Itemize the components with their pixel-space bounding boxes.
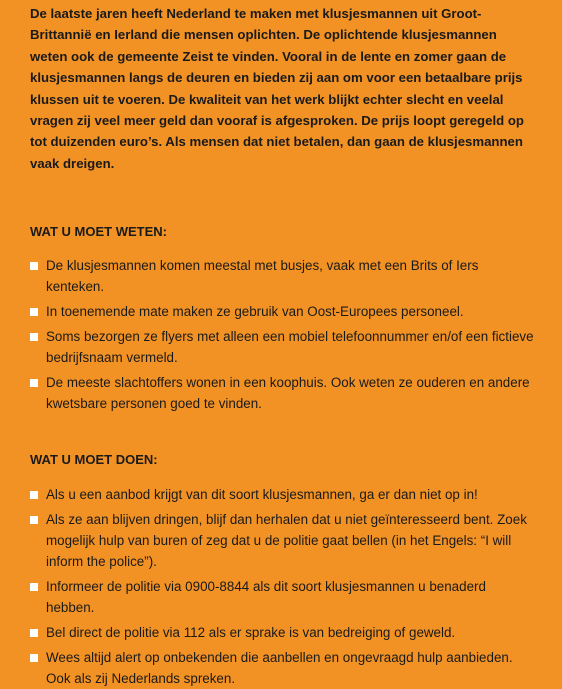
list-item	[30, 372, 536, 414]
square-bullet-icon	[30, 654, 38, 662]
list-item	[30, 255, 536, 297]
intro-paragraph: De laatste jaren heeft Nederland te maken met klusjesmannen uit Groot-Brittannië en Ierland die mensen oplichten. De oplichtende klusjesmannen weten ook de gemeente Zeist te vinden. Vooral in de lente en zomer gaan de klusjesmannen langs de deuren en bieden zij aan om voor een betaalbare prijs klussen uit te voeren. De kwaliteit van het werk blijkt echter slecht en veelal vragen zij veel meer geld dan vooraf is afgesproken. De prijs loopt geregeld op tot duizenden euro’s. Als mensen dat niet betalen, dan gaan de klusjesmannen vaak dreigen.	[30, 6, 524, 171]
weten-heading: WAT U MOET WETEN:	[30, 224, 167, 240]
list-item	[30, 647, 536, 689]
list-item-text: Als u een aanbod krijgt van dit soort klusjesmannen, ga er dan niet op in!	[46, 487, 478, 503]
list-item	[30, 301, 536, 322]
list-item-text: Informeer de politie via 0900-8844 als dit soort klusjesmannen u benaderd hebben.	[46, 579, 486, 616]
square-bullet-icon	[30, 379, 38, 387]
list-item	[30, 576, 536, 618]
list-item-text: Soms bezorgen ze flyers met alleen een mobiel telefoonnummer en/of een fictieve bedrijfsnaam vermeld.	[46, 329, 534, 366]
list-item-text: Als ze aan blijven dringen, blijf dan herhalen dat u niet geïnteresseerd bent. Zoek mogelijk hulp van buren of zeg dat u de politie gaat bellen (in het Engels: “I will inform the police”).	[46, 512, 527, 570]
list-item-text: Bel direct de politie via 112 als er sprake is van bedreiging of geweld.	[46, 625, 456, 641]
square-bullet-icon	[30, 516, 38, 524]
list-item	[30, 622, 536, 643]
square-bullet-icon	[30, 308, 38, 316]
weten-list	[30, 255, 536, 414]
square-bullet-icon	[30, 583, 38, 591]
doen-heading: WAT U MOET DOEN:	[30, 452, 158, 468]
list-item-text: De meeste slachtoffers wonen in een koophuis. Ook weten ze ouderen en andere kwetsbare personen goed te vinden.	[46, 375, 530, 412]
list-item-text: De klusjesmannen komen meestal met busjes, vaak met een Brits of Iers kenteken.	[46, 258, 479, 295]
list-item	[30, 484, 536, 505]
square-bullet-icon	[30, 333, 38, 341]
list-item-text: Wees altijd alert op onbekenden die aanbellen en ongevraagd hulp aanbieden. Ook als zij Nederlands spreken.	[46, 650, 513, 687]
list-item	[30, 326, 536, 368]
square-bullet-icon	[30, 491, 38, 499]
list-item	[30, 509, 536, 572]
list-item-text: In toenemende mate maken ze gebruik van Oost-Europees personeel.	[46, 304, 464, 320]
doen-list	[30, 484, 536, 689]
square-bullet-icon	[30, 262, 38, 270]
square-bullet-icon	[30, 629, 38, 637]
